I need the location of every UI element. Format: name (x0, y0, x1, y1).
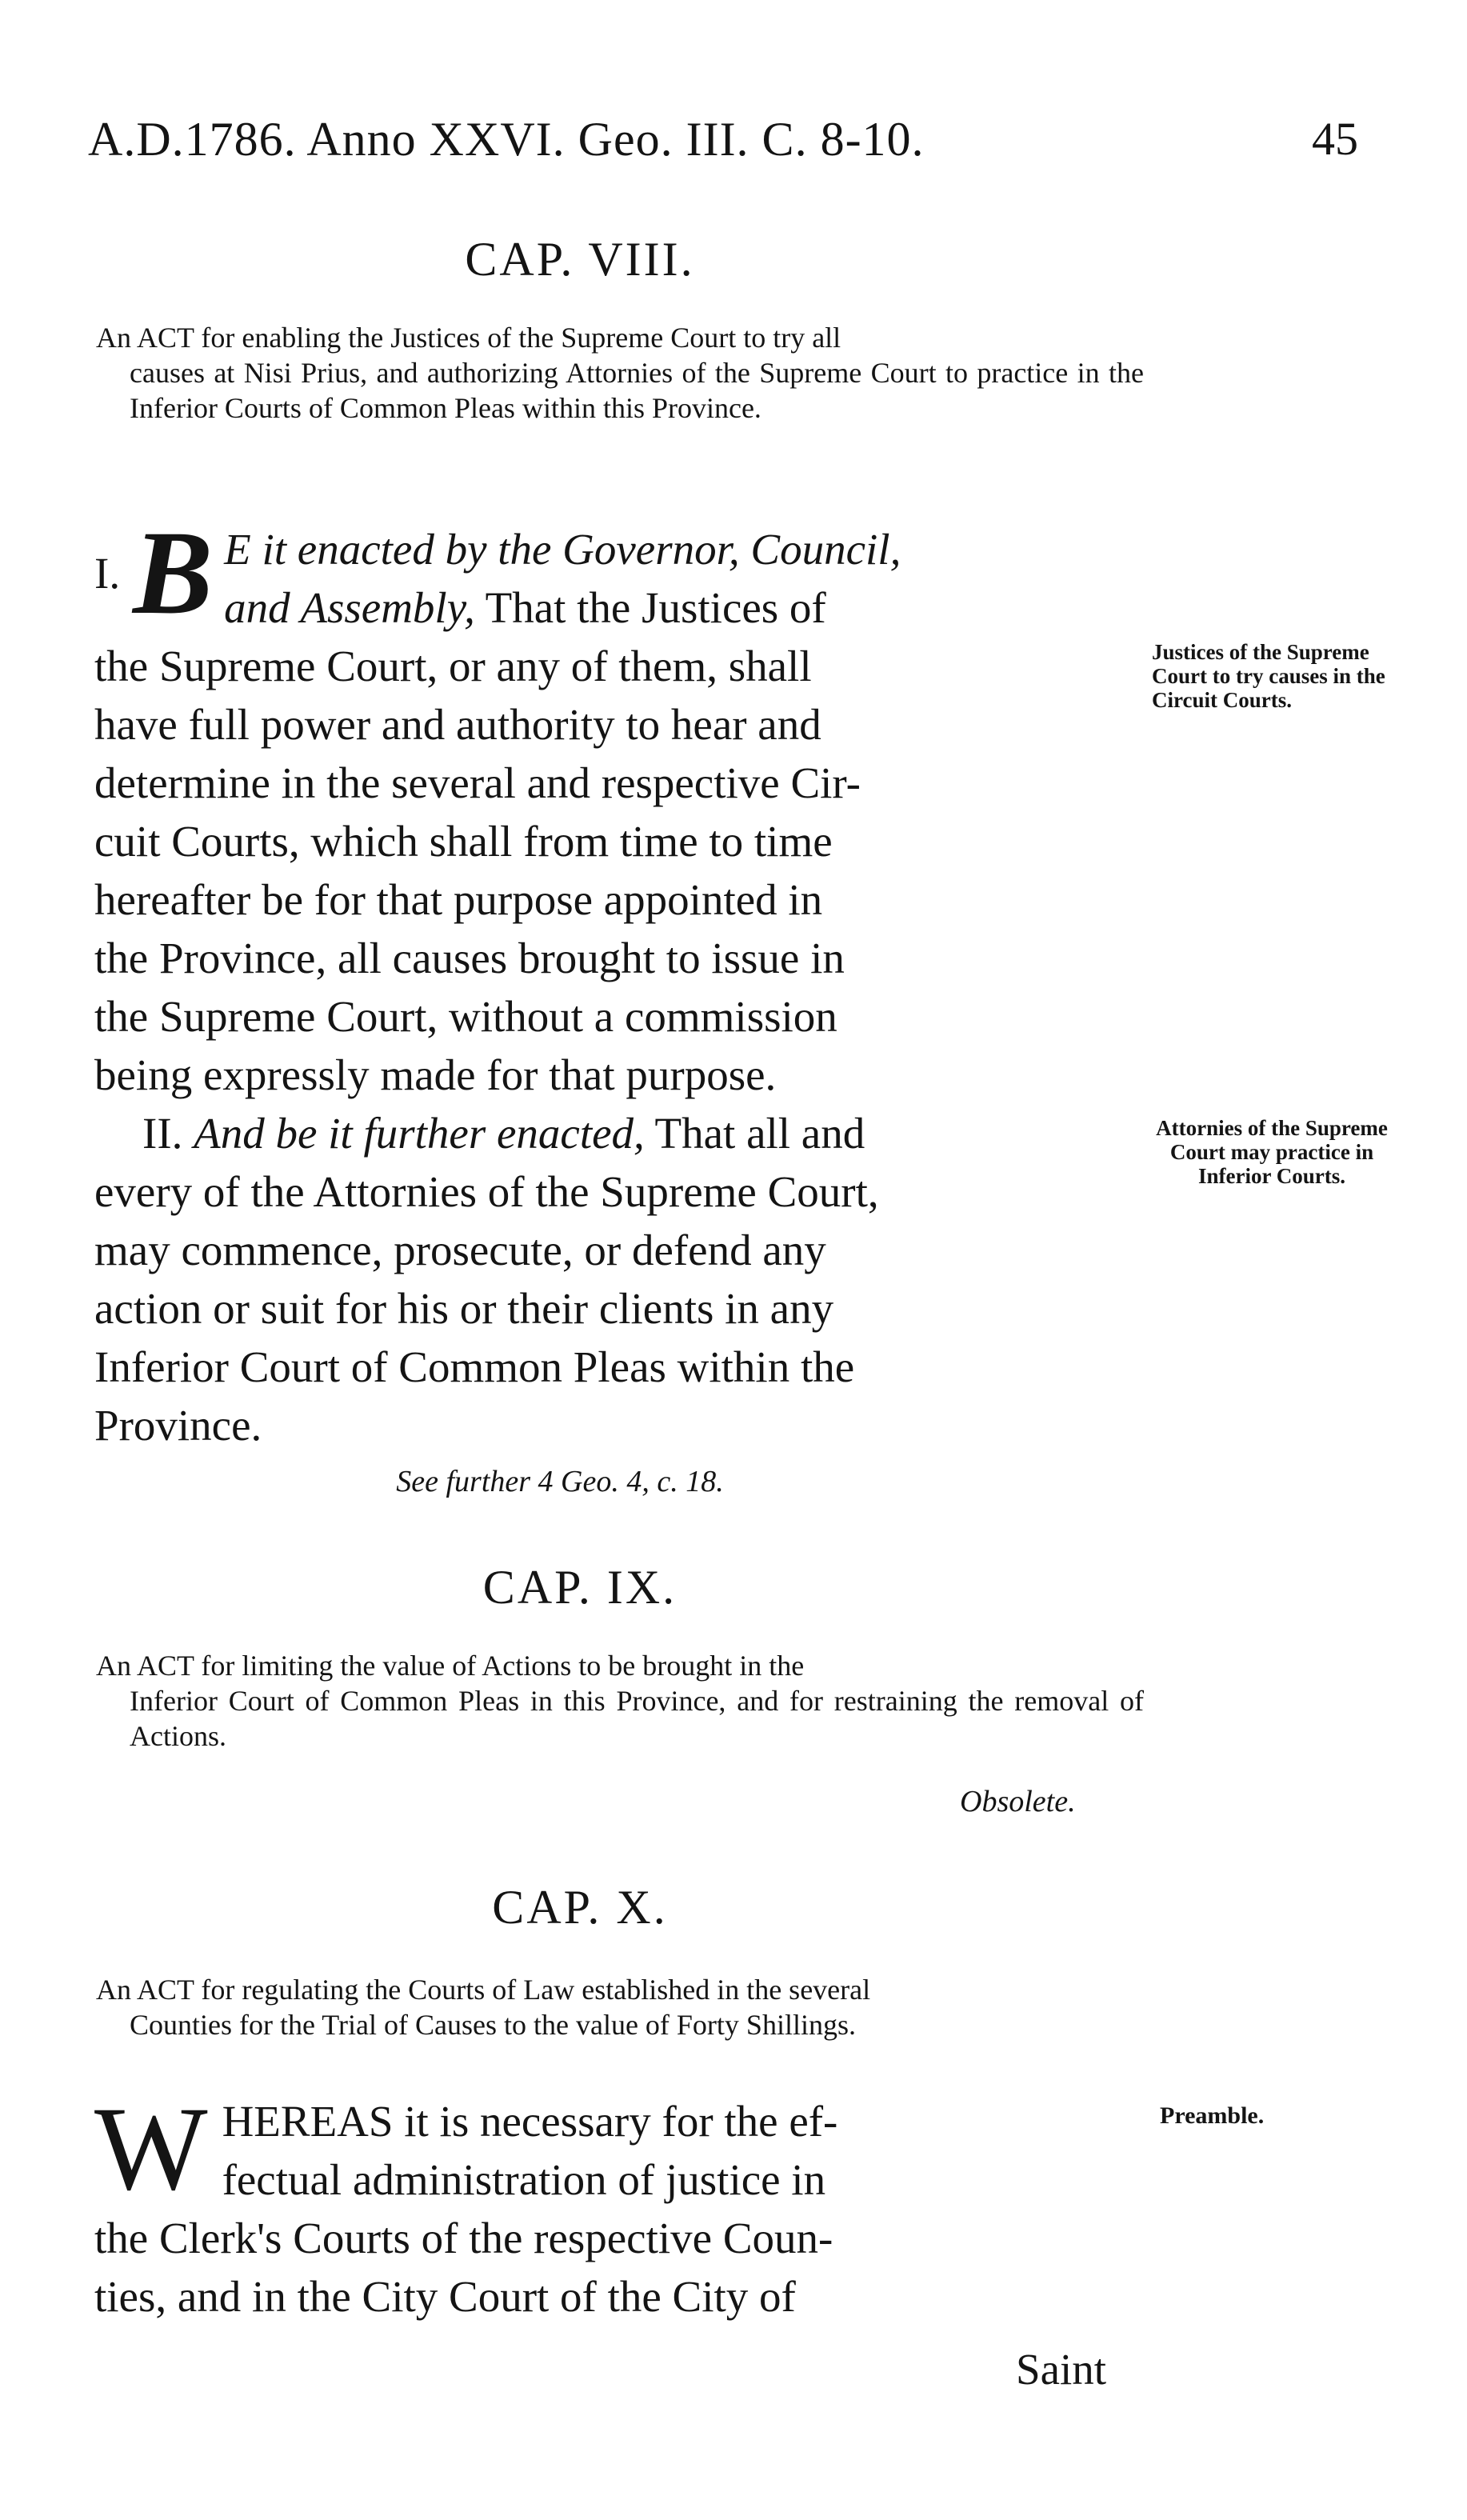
section-2-numeral: II. (142, 1109, 183, 1158)
cap-8-heading: CAP. VIII. (465, 233, 695, 286)
section-2-line-1-rest: That all and (654, 1109, 865, 1158)
drop-cap-w: W (94, 2082, 208, 2215)
section-1-line: the Province, all causes brought to issue in (94, 934, 845, 982)
marginal-note-preamble: Preamble. (1160, 2102, 1265, 2129)
section-1-line: hereafter be for that purpose appointed in (94, 875, 823, 924)
cap-8-act-title (96, 320, 1144, 426)
preamble-line: the Clerk's Courts of the respective Coun- (94, 2214, 833, 2262)
section-1-line: determine in the several and respective Cir- (94, 758, 861, 807)
marginal-note-attornies: Attornies of the Supreme Court may practice in Inferior Courts. (1156, 1116, 1388, 1188)
cap-8-title-rest: causes at Nisi Prius, and authorizing Attornies of the Supreme Court to practice in the Inferior Courts of Common Pleas within this Province. (130, 357, 1144, 424)
enacting-clause-line-1: E it enacted by the Governor, Council, (224, 525, 901, 574)
cap-10-title-first-line: An ACT for regulating the Courts of Law established in the several (96, 1974, 871, 2006)
cross-reference-note: See further 4 Geo. 4, c. 18. (396, 1465, 724, 1498)
obsolete-label: Obsolete. (960, 1785, 1076, 1818)
cap-8-title-first-line: An ACT for enabling the Justices of the Supreme Court to try all (96, 322, 841, 354)
cap-9-title-rest: Inferior Court of Common Pleas in this Province, and for restraining the removal of Actions. (130, 1685, 1144, 1752)
section-2-italic-lead: And be it further enacted, (194, 1109, 645, 1158)
section-2-line: Inferior Court of Common Pleas within the (94, 1342, 855, 1391)
cap-9-heading: CAP. IX. (482, 1561, 678, 1614)
cap-10-act-title (96, 1972, 1144, 2042)
enacting-clause-line-2 (94, 578, 1144, 637)
section-1-line: have full power and authority to hear and (94, 700, 821, 749)
section-1-line: cuit Courts, which shall from time to time (94, 817, 833, 866)
running-head: A.D.1786. Anno XXVI. Geo. III. C. 8-10. (88, 113, 925, 166)
cap-10-title-rest: Counties for the Trial of Causes to the value of Forty Shillings. (130, 2009, 856, 2041)
cap-10-heading: CAP. X. (492, 1881, 668, 1934)
enacting-clause-italic: and Assembly, (224, 583, 475, 632)
section-1-numeral: I. (94, 549, 121, 598)
section-1-line: the Supreme Court, without a commission (94, 992, 837, 1041)
cap-8-section-2 (94, 1104, 1144, 1454)
cap-10-preamble (94, 2082, 1144, 2326)
marginal-note-justices: Justices of the Supreme Court to try causes in the Circuit Courts. (1152, 640, 1385, 712)
section-2-line: may commence, prosecute, or defend any (94, 1226, 826, 1274)
cap-9-act-title (96, 1648, 1144, 1754)
cap-8-section-1 (94, 506, 1144, 1104)
section-1-line: the Supreme Court, or any of them, shall (94, 642, 812, 690)
enacting-clause-rest: That the Justices of (485, 583, 826, 632)
preamble-line: HEREAS it is necessary for the ef- (222, 2097, 838, 2146)
section-2-first-line (94, 1104, 1144, 1162)
section-1-line: being expressly made for that purpose. (94, 1050, 777, 1099)
preamble-line: fectual administration of justice in (222, 2155, 826, 2204)
section-2-line: action or suit for his or their clients in any (94, 1284, 834, 1333)
section-2-line: every of the Attornies of the Supreme Court, (94, 1167, 879, 1216)
catchword: Saint (1016, 2345, 1107, 2394)
page-number: 45 (1312, 113, 1358, 165)
cap-9-title-first-line: An ACT for limiting the value of Actions to be brought in the (96, 1650, 805, 1682)
section-2-line: Province. (94, 1401, 262, 1450)
drop-cap-b: B (133, 506, 214, 639)
preamble-line: ties, and in the City Court of the City of (94, 2272, 796, 2321)
